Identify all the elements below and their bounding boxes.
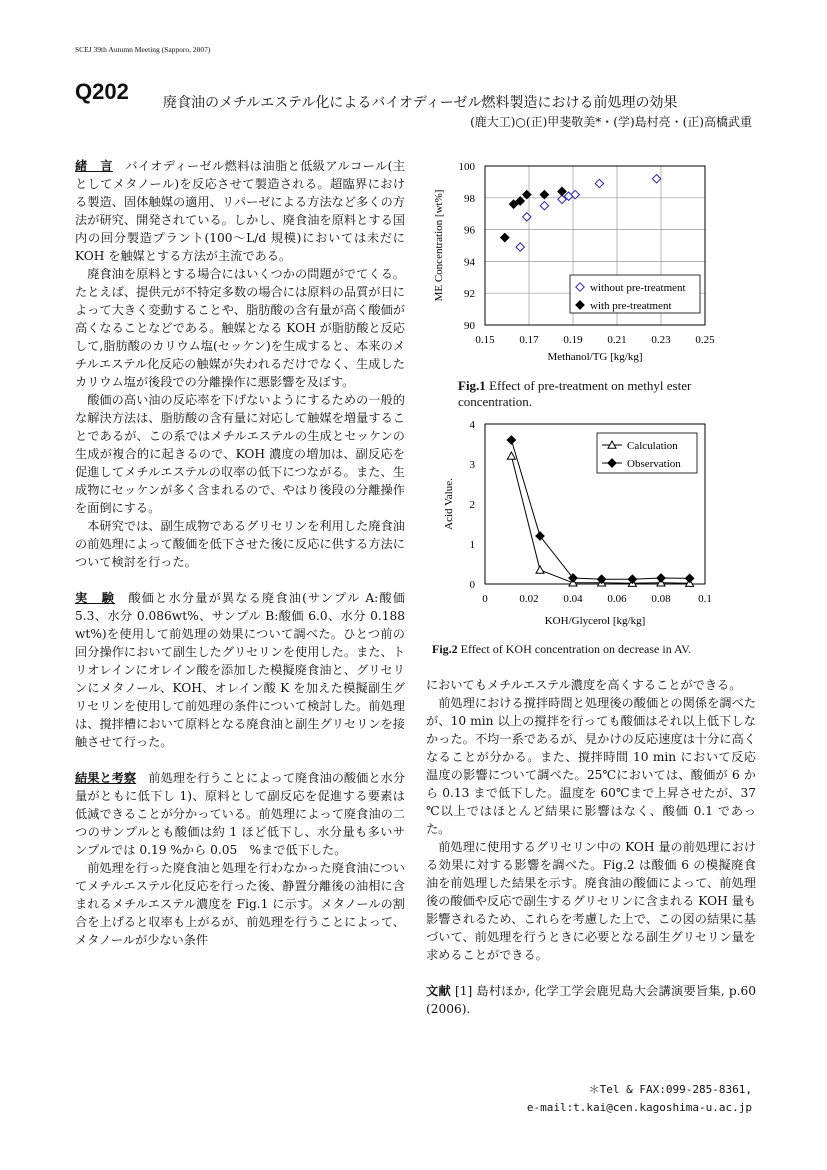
intro-text-1: バイオディーゼル燃料は油脂と低級アルコール(主としてメタノール)を反応させて製造される。超臨界における製造、固体触媒の適用、リパーゼによる方法など多くの方法が研究、開発されている。しかし、廃食油を原料とする国内の回分製造プラント(100〜L/d 規模)においては未だに KOH を触媒とする方法が主流である。 (75, 159, 406, 263)
x-tick-label: 0.15 (475, 334, 495, 346)
intro-paragraph-2: 廃食油を原料とする場合にはいくつかの問題がでてくる。たとえば、提供元が不特定多数の場合には原料の品質が日によって大きく変動することや、脂肪酸の含有量が高く酸価が高くなることなどである。触媒となる KOH が脂肪酸と反応して,脂肪酸のカリウム塩(セッケン)を生成すると、本来のメチルエステル化反応の触媒が失われるだけでなく、生成したカリウム塩が後段での分離操作に悪影響を及ぼす。 (75, 267, 405, 389)
data-point-series-1 (507, 452, 515, 459)
y-tick-label: 94 (464, 256, 475, 269)
y-tick-label: 0 (469, 579, 475, 591)
data-point-series-1 (595, 179, 603, 187)
figure-1-chart (430, 158, 730, 376)
x-axis-label: Methanol/TG [kg/kg] (547, 351, 643, 363)
x-tick-label: 0.19 (563, 334, 583, 346)
x-tick-label: 0.02 (519, 593, 539, 605)
figure-1-caption (458, 378, 738, 410)
right-column (426, 676, 756, 1018)
data-point-series-1 (536, 566, 544, 573)
figure-2-label: Fig.2 (432, 642, 458, 656)
figure-2-caption-text: Effect of KOH concentration on decrease in AV. (460, 642, 692, 656)
results-paragraph-4: 前処理における撹拌時間と処理後の酸価との関係を調べたが、10 min 以上の撹拌を行っても酸価はそれ以上低下しなかった。不均一系であるが、見かけの反応速度は十分に高くなることが分かる。また、撹拌時間 10 min において反応温度の影響について調べた。25℃においては、酸価が 6 から 0.13 まで低下した。温度を 60℃まで上昇させたが、37 ℃以上ではほとんど結果に影響はなく、酸価 0.1 であった。 (426, 696, 756, 836)
paper-code: Q202 (75, 79, 129, 104)
intro-paragraph-4: 本研究では、副生成物であるグリセリンを利用した廃食油の前処理によって酸価を低下させた後に反応に供する方法について検討を行った。 (75, 519, 405, 569)
meeting-header: SCEJ 39th Autumn Meeting (Sapporo, 2007) (75, 45, 211, 54)
x-tick-label: 0.06 (607, 593, 627, 605)
data-point-series-1 (652, 175, 660, 183)
legend-label: without pre-treatment (590, 282, 686, 294)
figure-1-caption-text: Effect of pre-treatment on methyl ester concentration. (458, 378, 692, 409)
x-tick-label: 0.17 (519, 334, 539, 346)
y-tick-label: 3 (469, 459, 475, 471)
left-column (75, 157, 405, 949)
section-heading-experiment: 実 験 (75, 591, 116, 605)
x-tick-label: 0.08 (651, 593, 671, 605)
data-point-series-1 (523, 213, 531, 221)
figure-2-chart (430, 416, 730, 638)
figure-1-label: Fig.1 (458, 378, 486, 393)
y-tick-label: 100 (458, 161, 475, 173)
y-tick-label: 92 (464, 288, 475, 301)
legend-label: Calculation (627, 440, 678, 452)
section-heading-results: 結果と考察 (75, 771, 137, 785)
reference-1: [1] 島村ほか, 化学工学会鹿児島大会講演要旨集, p.60 (2006). (426, 984, 757, 1016)
series-line-1 (511, 456, 689, 583)
paper-title: 廃食油のメチルエステル化によるバイオディーゼル燃料製造における前処理の効果 (163, 95, 678, 111)
data-point-series-2 (558, 187, 566, 195)
y-tick-label: 90 (464, 320, 475, 332)
y-axis-label: ME Concentration [wt%] (433, 189, 445, 302)
y-tick-label: 4 (469, 419, 475, 431)
data-point-series-2 (657, 574, 665, 582)
x-axis-label: KOH/Glycerol [kg/kg] (544, 615, 646, 627)
x-tick-label: 0.04 (563, 593, 583, 605)
references (426, 982, 756, 1018)
data-point-series-2 (685, 574, 693, 582)
y-tick-label: 96 (464, 224, 475, 237)
experiment-paragraph (75, 589, 405, 751)
legend-label: Observation (627, 458, 681, 470)
section-heading-introduction: 緒 言 (75, 159, 113, 173)
contact-email: e-mail:t.kai@cen.kagoshima-u.ac.jp (526, 1101, 752, 1114)
y-tick-label: 1 (469, 539, 475, 551)
section-heading-references: 文献 (426, 984, 451, 998)
figure-2-caption (432, 641, 691, 657)
y-tick-label: 98 (464, 192, 475, 205)
contact-tel: ＊Tel & FAX:099-285-8361, (588, 1083, 752, 1096)
data-point-series-1 (516, 243, 524, 251)
experiment-text: 酸価と水分量が異なる廃食油(サンプル A:酸価 5.3、水分 0.086wt%、サンプル B:酸価 6.0、水分 0.188 wt%)を使用して前処理の効果について調べた。ひとつ前の回分操作において副生したグリセリンを使用した。また、トリオレインにオレイン酸を添加した模擬廃食油と、グリセリンにメタノール、KOH、オレイン酸 K を加えた模擬副生グリセリンを使用して前処理の条件について検討した。前処理は、撹拌槽において原料となる廃食油と副生グリセリンを接触させて行った。 (75, 591, 405, 749)
data-point-series-1 (540, 202, 548, 210)
results-text-1: 前処理を行うことによって廃食油の酸価と水分量がともに低下し 1)、原料として副反応を促進する要素は低減できることが分かっている。前処理によって廃食油の二つのサンプルとも酸価は約 1 ほど低下し、水分量も多いサンプルでは 0.19 %から 0.05 %まで低下した。 (75, 771, 406, 857)
results-paragraph-2: 前処理を行った廃食油と処理を行わなかった廃食油についてメチルエステル化反応を行った後、静置分離後の油相に含まれるメチルエステル濃度を Fig.1 に示す。メタノールの割合を上げると収率も上がるが、前処理を行うことによって、メタノールが少ない条件 (75, 861, 405, 947)
data-point-series-2 (501, 233, 509, 241)
legend-label: with pre-treatment (590, 300, 672, 312)
contact-footer (527, 1081, 752, 1117)
x-tick-label: 0 (482, 593, 488, 605)
x-tick-label: 0.1 (698, 593, 712, 605)
intro-paragraph-3: 酸価の高い油の反応率を下げないようにするための一般的な解決方法は、脂肪酸の含有量に対応して触媒を増量することであるが、この系ではメチルエステルの生成とセッケンの生成が複合的に起きるので、KOH 濃度の増加は、副反応を促進してメチルエステルの収率の低下につながる。また、生成物にセッケンが多く含まれるので、やはり後段の分離操作を面倒にする。 (75, 393, 405, 515)
results-paragraph-1 (75, 769, 405, 859)
intro-paragraph-1 (75, 157, 405, 265)
results-paragraph-5: 前処理に使用するグリセリン中の KOH 量の前処理における効果に対する影響を調べた。Fig.2 は酸価 6 の模擬廃食油を前処理した結果を示す。廃食油の酸価によって、前処理後の酸価や反応で副生するグリセリンに含まれる KOH 量も影響されるため、これらを考慮した上で、この図の結果に基づいて、前処理を行うときに必要となる副生グリセリン量を求めることができる。 (426, 840, 756, 962)
data-point-series-2 (597, 575, 605, 583)
data-point-series-2 (628, 575, 636, 583)
y-tick-label: 2 (469, 499, 475, 511)
authors: (鹿大工)○(正)甲斐敬美*・(学)島村亮・(正)高橋武重 (470, 115, 752, 129)
x-tick-label: 0.21 (607, 334, 627, 346)
data-point-series-2 (507, 436, 515, 444)
x-tick-label: 0.23 (651, 334, 671, 346)
x-tick-label: 0.25 (695, 334, 715, 346)
results-paragraph-3: においてもメチルエステル濃度を高くすることができる。 (426, 678, 742, 692)
y-axis-label: Acid Value. (443, 478, 455, 530)
